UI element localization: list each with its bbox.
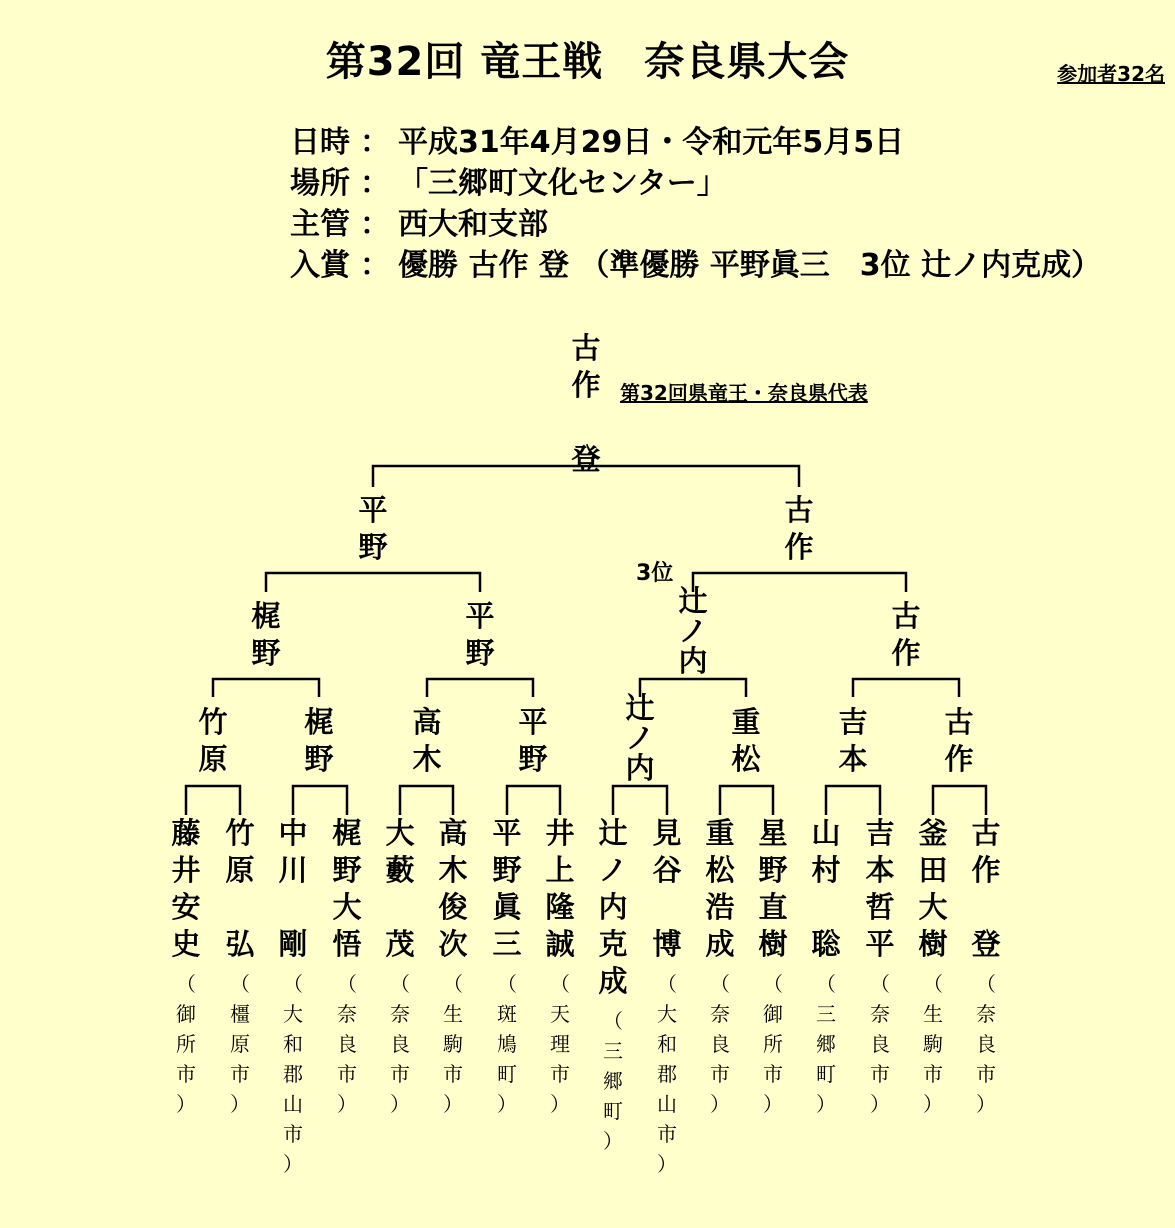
semifinal-winner: 古 作	[784, 493, 814, 564]
round2-winner: 吉 本	[838, 705, 868, 776]
entrant-city: （ 大 和 郡 山 市 ）	[283, 972, 303, 1176]
info-value: 「三郷町文化センター」	[398, 166, 727, 201]
entrant-name: 竹 原 弘	[225, 816, 255, 961]
entrant-name: 藤 井 安 史	[171, 816, 201, 961]
entrant-city: （ 奈 良 市 ）	[710, 972, 730, 1116]
page-title: 第32回 竜王戦 奈良県大会	[325, 39, 850, 85]
entrant-city: （ 奈 良 市 ）	[337, 972, 357, 1116]
info-label: 主管	[290, 207, 350, 242]
entrant-name: 重 松 浩 成	[705, 816, 735, 961]
participants-count: 参加者32名	[1057, 62, 1165, 86]
entrant-name: 古 作 登	[971, 816, 1001, 961]
entrant-city: （ 御 所 市 ）	[763, 972, 783, 1116]
round2-winner: 平 野	[518, 705, 548, 776]
quarterfinal-winner: 平 野	[465, 599, 495, 670]
round2-winner: 古 作	[944, 705, 974, 776]
entrant-city: （ 奈 良 市 ）	[870, 972, 890, 1116]
entrant-city: （ 奈 良 市 ）	[976, 972, 996, 1116]
round2-winner: 高 木	[412, 705, 442, 776]
champion-note: 第32回県竜王・奈良県代表	[620, 381, 868, 405]
entrant-city: （ 三 郷 町 ）	[603, 1009, 623, 1153]
quarterfinal-winner: 古 作	[891, 599, 921, 670]
round2-winner: 梶 野	[304, 705, 334, 776]
entrant-city: （ 三 郷 町 ）	[816, 972, 836, 1116]
champion-name: 古 作 登	[571, 331, 601, 476]
semifinal-winner: 平 野	[358, 493, 388, 564]
entrant-name: 大 藪 茂	[385, 816, 415, 961]
info-separator: ：	[360, 207, 390, 242]
entrant-name: 山 村 聡	[811, 816, 841, 961]
entrant-city: （ 橿 原 市 ）	[230, 972, 250, 1116]
entrant-name: 吉 本 哲 平	[865, 816, 895, 961]
info-label: 日時	[290, 125, 350, 160]
info-value: 優勝 古作 登 （準優勝 平野眞三 3位 辻ノ内克成）	[398, 248, 1102, 283]
entrant-name: 見 谷 博	[652, 816, 682, 961]
round2-winner: 竹 原	[198, 705, 228, 776]
quarterfinal-winner: 梶 野	[251, 599, 281, 670]
info-separator: ：	[360, 166, 390, 201]
info-label: 場所	[290, 166, 350, 201]
entrant-name: 中 川 剛	[278, 816, 308, 961]
entrant-city: （ 奈 良 市 ）	[390, 972, 410, 1116]
info-value: 西大和支部	[398, 207, 548, 242]
entrant-name: 星 野 直 樹	[758, 816, 788, 961]
entrant-name: 井 上 隆 誠	[545, 816, 575, 961]
entrant-name: 釜 田 大 樹	[918, 816, 948, 961]
quarterfinal-winner: 辻 ノ 内	[678, 584, 708, 678]
round2-winner: 辻 ノ 内	[625, 691, 655, 785]
entrant-name: 平 野 眞 三	[492, 816, 522, 961]
entrant-name: 高 木 俊 次	[438, 816, 468, 961]
info-separator: ：	[360, 248, 390, 283]
entrant-city: （ 御 所 市 ）	[176, 972, 196, 1116]
entrant-city: （ 生 駒 市 ）	[443, 972, 463, 1116]
entrant-city: （ 大 和 郡 山 市 ）	[657, 972, 677, 1176]
entrant-city: （ 斑 鳩 町 ）	[497, 972, 517, 1116]
entrant-name: 辻 ノ 内 克 成	[598, 816, 628, 998]
entrant-city: （ 生 駒 市 ）	[923, 972, 943, 1116]
info-separator: ：	[360, 125, 390, 160]
entrant-name: 梶 野 大 悟	[332, 816, 362, 961]
round2-winner: 重 松	[731, 705, 761, 776]
entrant-city: （ 天 理 市 ）	[550, 972, 570, 1116]
info-label: 入賞	[290, 248, 350, 283]
third-place-label: 3位	[636, 561, 674, 586]
info-value: 平成31年4月29日・令和元年5月5日	[398, 125, 905, 160]
